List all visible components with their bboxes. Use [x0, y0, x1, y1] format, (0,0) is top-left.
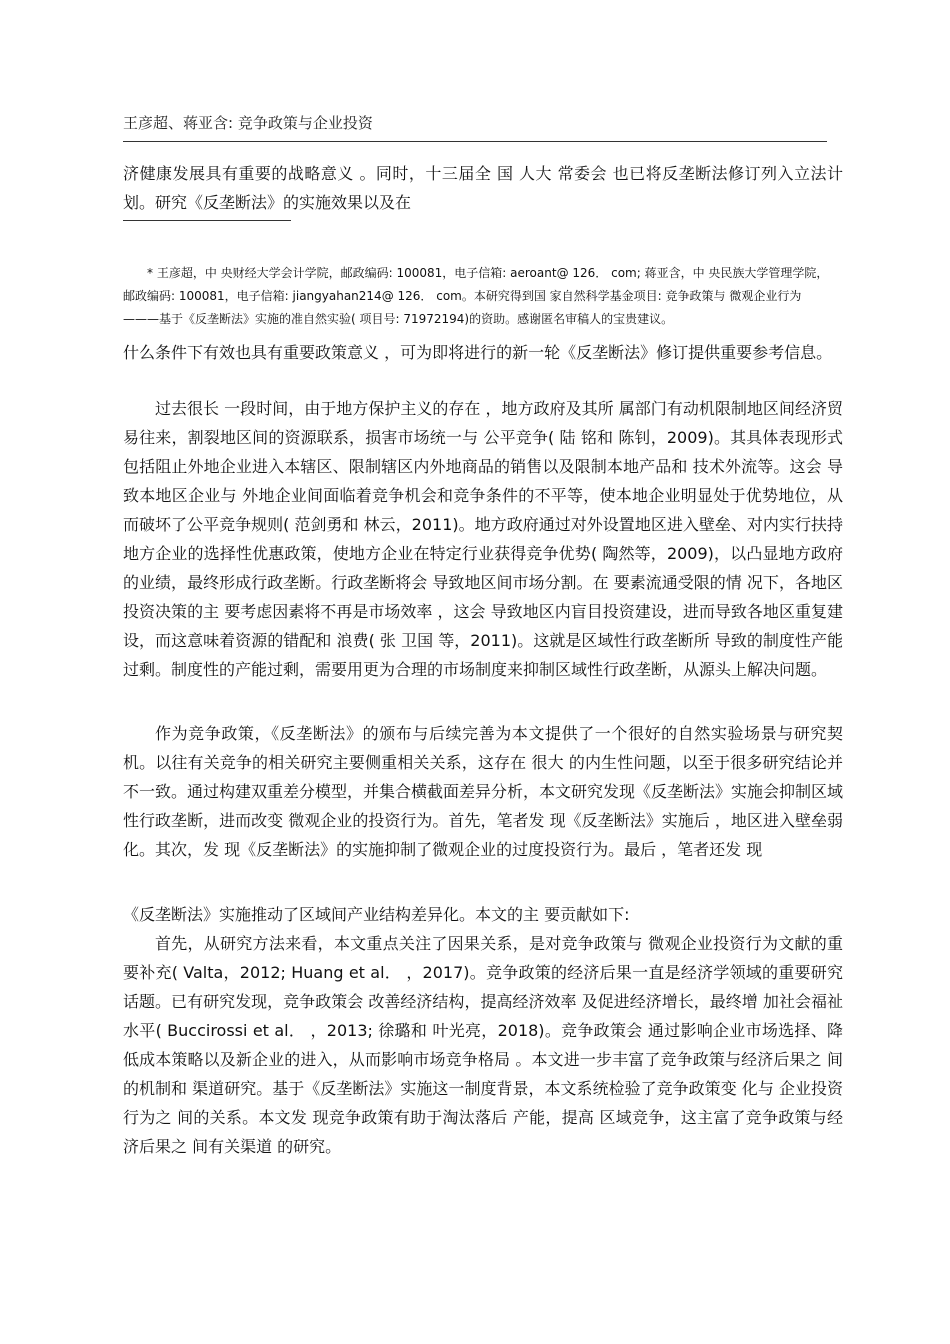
footnote: * 王彦超，中 央财经大学会计学院，邮政编码: 100081，电子信箱: aeroant@ 126． com; 蒋亚含，中 央民族大学管理学院，邮政编码: 100081，电子信箱: jiangyahan214@ 126． com。本研究得到国 家自然科学基金项目: 竞争政策与 微观企业行为———基于《反垄断法》实施的准自然实验( 项目号: 71972194)的资助。感谢匿名审稿人的宝贵建议。 [123, 266, 829, 326]
paragraph-top: 济健康发展具有重要的战略意义 。同时，十三届全 国 人大 常委会 也已将反垄断法修订列入立法计划。研究《反垄断法》的实施效果以及在 [123, 164, 843, 212]
paragraph-continuation: 什么条件下有效也具有重要政策意义 ，可为即将进行的新一轮《反垄断法》修订提供重要参考信息。 [123, 343, 833, 362]
header-divider [123, 141, 827, 142]
running-header: 王彦超、蒋亚含: 竞争政策与企业投资 [123, 114, 373, 132]
paragraph-contribution-first: 首先，从研究方法来看，本文重点关注了因果关系，是对竞争政策与 微观企业投资行为文献的重要补充( Valta，2012; Huang et al． ，2017)。竞争政策的经济后果一直是经济学领域的重要研究话题。已有研究发现，竞争政策会 改善经济结构，提高经济效率 及促进经济增长，最终增 加社会福祉水平( Buccirossi et al． ，2013; 徐璐和 叶光亮，2018)。竞争政策会 通过影响企业市场选择、降低成本策略以及新企业的进入，从而影响市场竞争格局 。本文进一步丰富了竞争政策与经济后果之 间的机制和 渠道研究。基于《反垄断法》实施这一制度背景，本文系统检验了竞争政策变 化与 企业投资行为之 间的关系。本文发 现竞争政策有助于淘汰落后 产能，提高 区域竞争，这主富了竞争政策与经济后果之 间有关渠道 的研究。 [123, 934, 843, 1156]
paragraph-structure: 《反垄断法》实施推动了区域间产业结构差异化。本文的主 要贡献如下: [123, 905, 630, 924]
paragraph-local-protectionism: 过去很长 一段时间，由于地方保护主义的存在 ，地方政府及其所 属部门有动机限制地区间经济贸易往来，割裂地区间的资源联系，损害市场统一与 公平竞争( 陆 铭和 陈钊，2009)。其具体表现形式包括阻止外地企业进入本辖区、限制辖区内外地商品的销售以及限制本地产品和 技术外流等。这会 导致本地区企业与 外地企业间面临着竞争机会和竞争条件的不平等，使本地企业明显处于优势地位，从而破坏了公平竞争规则( 范剑勇和 林云，2011)。地方政府通过对外设置地区进入壁垒、对内实行扶持 地方企业的选择性优惠政策，使地方企业在特定行业获得竞争优势( 陶然等，2009)，以凸显地方政府的业绩，最终形成行政垄断。行政垄断将会 导致地区间市场分割。在 要素流通受限的情 况下，各地区投资决策的主 要考虑因素将不再是市场效率 ，这会 导致地区内盲目投资建设，进而导致各地区重复建设，而这意味着资源的错配和 浪费( 张 卫国 等，2011)。这就是区域性行政垄断所 导致的制度性产能过剩。制度性的产能过剩，需要用更为合理的市场制度来抑制区域性行政垄断，从源头上解决问题。 [123, 399, 843, 679]
footnote-divider [123, 220, 291, 221]
paragraph-competition-policy: 作为竞争政策，《反垄断法》的颁布与后续完善为本文提供了一个很好的自然实验场景与研究契机。以往有关竞争的相关研究主要侧重相关关系，这存在 很大 的内生性问题，以至于很多研究结论并不一致。通过构建双重差分模型，并集合横截面差异分析，本文研究发现《反垄断法》实施会抑制区域性行政垄断，进而改变 微观企业的投资行为。首先，笔者发 现《反垄断法》实施后 ，地区进入壁垒弱化。其次，发 现《反垄断法》的实施抑制了微观企业的过度投资行为。最后 ，笔者还发 现 [123, 724, 844, 859]
